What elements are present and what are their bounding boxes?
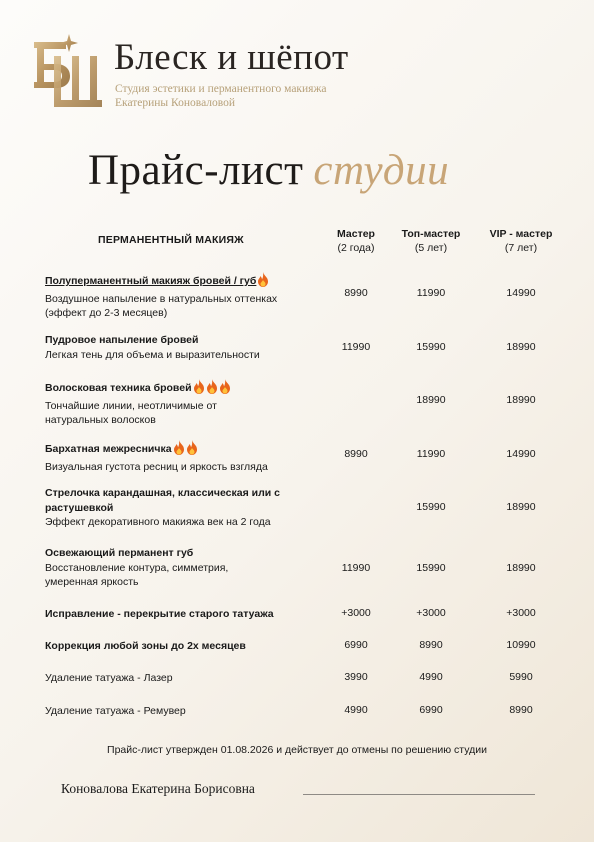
- fire-icon: [186, 440, 198, 460]
- service-desc: Воздушное напыление в натуральных оттенках (эффект до 2-3 месяцев): [45, 292, 278, 319]
- fire-icon: [219, 379, 231, 399]
- price-vip-master: +3000: [506, 607, 536, 619]
- service-cell: [45, 272, 315, 321]
- flame-icons: [172, 443, 198, 455]
- price-top-master: 11990: [416, 448, 446, 460]
- fire-icon: [206, 379, 218, 399]
- price-vip-master: 18990: [506, 501, 536, 513]
- fire-icon: [193, 379, 205, 399]
- price-top-master: 15990: [416, 501, 446, 513]
- price-master: 3990: [344, 671, 368, 683]
- column-name: VIP - мастер: [489, 228, 553, 240]
- price-vip-master: 5990: [509, 671, 533, 683]
- price-vip-master: 18990: [506, 341, 536, 353]
- column-name: Мастер: [337, 228, 375, 240]
- service-name: Удаление татуажа - Лазер: [45, 672, 173, 684]
- column-years: (2 года): [337, 242, 375, 254]
- fire-icon: [257, 272, 269, 292]
- fire-icon: [173, 440, 185, 460]
- column-header-top-master: [381, 227, 481, 255]
- logo-monogram-icon: [32, 34, 106, 108]
- flame-icons: [192, 382, 231, 394]
- column-years: (5 лет): [414, 242, 448, 254]
- price-master: 8990: [344, 448, 368, 460]
- footer-note: Прайс-лист утвержден 01.08.2026 и действует до отмены по решению студии: [107, 744, 487, 756]
- price-vip-master: 10990: [506, 639, 536, 651]
- price-master: 8990: [344, 287, 368, 299]
- price-master: 11990: [341, 562, 371, 574]
- service-cell: [45, 486, 315, 530]
- service-desc: Легкая тень для объема и выразительности: [45, 348, 260, 361]
- title-main: Прайс-лист: [88, 147, 304, 194]
- price-master: 4990: [344, 704, 368, 716]
- service-desc: Эффект декоративного макияжа век на 2 года: [45, 516, 271, 528]
- price-master: 11990: [341, 341, 371, 353]
- service-name: Исправление - перекрытие старого татуажа: [45, 608, 274, 620]
- price-master: +3000: [341, 607, 371, 619]
- price-vip-master: 18990: [506, 394, 536, 406]
- signature-line: [303, 794, 535, 795]
- service-name: Коррекция любой зоны до 2х месяцев: [45, 640, 246, 652]
- service-cell: [45, 704, 315, 719]
- service-name: Освежающий перманент губ: [45, 547, 194, 559]
- flame-icons: [256, 275, 269, 287]
- service-cell: [45, 671, 315, 686]
- service-desc: Визуальная густота ресниц и яркость взгляда: [45, 460, 268, 473]
- price-top-master: 4990: [419, 671, 443, 683]
- signature-name: Коновалова Екатерина Борисовна: [61, 781, 255, 796]
- service-desc: Тончайшие линии, неотличимые от натуральных волосков: [45, 399, 217, 426]
- service-name: Бархатная межресничка: [45, 443, 172, 455]
- brand-name: Блеск и шёпот: [114, 37, 349, 78]
- price-vip-master: 18990: [506, 562, 536, 574]
- price-top-master: 15990: [416, 562, 446, 574]
- service-name: Пудровое напыление бровей: [45, 334, 199, 346]
- title-accent: студии: [313, 147, 450, 194]
- price-top-master: 15990: [416, 341, 446, 353]
- brand-subtitle: Студия эстетики и перманентного макияжа Екатерины Коноваловой: [115, 83, 327, 109]
- service-cell: [45, 440, 315, 474]
- price-top-master: 11990: [416, 287, 446, 299]
- column-name: Топ-мастер: [401, 228, 461, 240]
- price-vip-master: 14990: [506, 287, 536, 299]
- service-cell: [45, 639, 315, 654]
- service-name: Удаление татуажа - Ремувер: [45, 705, 186, 717]
- service-name: Стрелочка карандашная, классическая или с растушевкой: [45, 487, 280, 514]
- service-name: Полуперманентный макияж бровей / губ: [45, 275, 257, 287]
- service-name: Волосковая техника бровей: [45, 382, 192, 394]
- price-top-master: 8990: [419, 639, 443, 651]
- price-vip-master: 8990: [509, 704, 533, 716]
- service-cell: [45, 333, 315, 362]
- column-years: (7 лет): [504, 242, 538, 254]
- service-desc: Восстановление контура, симметрия, умеренная яркость: [45, 561, 229, 588]
- price-top-master: 6990: [419, 704, 443, 716]
- section-title: ПЕРМАНЕНТНЫЙ МАКИЯЖ: [98, 234, 244, 246]
- price-master: 6990: [344, 639, 368, 651]
- service-cell: [45, 607, 315, 622]
- price-vip-master: 14990: [506, 448, 536, 460]
- price-top-master: 18990: [416, 394, 446, 406]
- column-header-vip-master: [471, 227, 571, 255]
- service-cell: [45, 546, 270, 590]
- page-title: [88, 146, 449, 195]
- price-top-master: +3000: [416, 607, 446, 619]
- service-cell: [45, 379, 270, 428]
